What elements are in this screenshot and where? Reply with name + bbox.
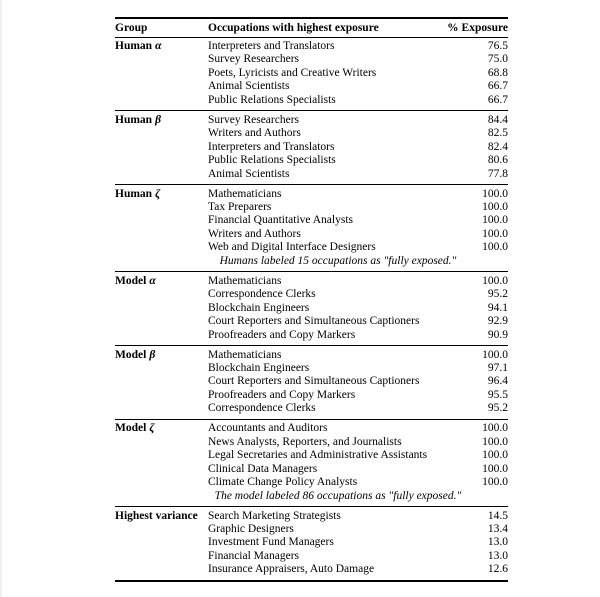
occupation-cell: Interpreters and Translators <box>208 140 335 153</box>
occupation-cell: Public Relations Specialists <box>208 154 336 167</box>
table-row <box>208 94 508 107</box>
table-row <box>208 563 508 576</box>
table-row <box>208 536 508 549</box>
occupation-cell: Legal Secretaries and Administrative Assistants <box>208 449 428 462</box>
occupation-cell: Correspondence Clerks <box>208 402 316 415</box>
exposure-cell: 100.0 <box>482 449 508 462</box>
table-row <box>208 375 508 388</box>
occupation-cell: Mathematicians <box>208 348 282 361</box>
section-model-beta <box>115 345 508 419</box>
group-label <box>115 40 208 107</box>
occupation-cell: Mathematicians <box>208 274 282 287</box>
exposure-cell: 100.0 <box>482 200 508 213</box>
occupation-cell: Blockchain Engineers <box>208 301 310 314</box>
occupation-cell: Mathematicians <box>208 187 282 200</box>
group-label <box>115 422 208 503</box>
table-row <box>208 40 508 53</box>
table-row <box>208 349 508 362</box>
occupation-cell: Survey Researchers <box>208 113 300 126</box>
occupation-cell: Poets, Lyricists and Creative Writers <box>208 66 377 79</box>
exposure-cell: 100.0 <box>482 476 508 489</box>
group-name: Model <box>115 274 147 287</box>
exposure-cell: 77.8 <box>487 167 508 180</box>
group-label <box>115 275 208 342</box>
occupation-cell: Insurance Appraisers, Auto Damage <box>208 563 375 576</box>
exposure-cell: 82.4 <box>487 140 508 153</box>
section-model-alpha <box>115 271 508 345</box>
group-name: Model <box>115 422 147 435</box>
group-label <box>115 349 208 416</box>
occupation-cell: Survey Researchers <box>208 53 300 66</box>
table-row <box>208 188 508 201</box>
exposure-cell: 94.1 <box>487 301 508 314</box>
exposure-cell: 13.0 <box>487 549 508 562</box>
group-symbol: β <box>155 113 161 126</box>
exposure-cell: 95.2 <box>487 402 508 415</box>
exposure-cell: 76.5 <box>487 40 508 52</box>
table-row <box>208 214 508 227</box>
group-symbol: β <box>149 348 156 361</box>
exposure-cell: 100.0 <box>482 422 508 435</box>
table-row <box>208 80 508 93</box>
table-row <box>208 114 508 127</box>
occupation-cell: Financial Managers <box>208 549 300 562</box>
exposure-cell: 95.5 <box>487 388 508 401</box>
exposure-cell: 84.4 <box>487 113 508 126</box>
table-row <box>208 275 508 288</box>
group-symbol: α <box>155 40 162 52</box>
exposure-cell: 100.0 <box>482 214 508 227</box>
occupation-cell: Clinical Data Managers <box>208 462 318 475</box>
table-row <box>208 476 508 489</box>
table-row <box>208 449 508 462</box>
table-row <box>208 523 508 536</box>
table-row <box>208 402 508 415</box>
table-header-row <box>115 19 508 37</box>
exposure-cell: 80.6 <box>487 154 508 167</box>
occupation-cell: Search Marketing Strategists <box>208 509 341 522</box>
group-label <box>115 510 208 577</box>
table-row <box>208 463 508 476</box>
exposure-cell: 100.0 <box>482 435 508 448</box>
table-row <box>208 302 508 315</box>
exposure-table <box>115 17 508 582</box>
exposure-cell: 68.8 <box>487 66 508 79</box>
exposure-cell: 100.0 <box>482 227 508 240</box>
exposure-cell: 100.0 <box>482 241 508 254</box>
table-row <box>208 228 508 241</box>
group-symbol: ζ <box>149 422 155 435</box>
occupation-cell: Writers and Authors <box>208 227 301 240</box>
table-row <box>208 241 508 254</box>
occupation-cell: News Analysts, Reporters, and Journalists <box>208 435 402 448</box>
table-row <box>208 53 508 66</box>
table-row <box>208 154 508 167</box>
exposure-cell: 14.5 <box>487 509 508 522</box>
header-exposure: % Exposure <box>447 21 508 34</box>
table-row <box>208 315 508 328</box>
group-name: Human <box>115 187 153 200</box>
table-row <box>208 288 508 301</box>
occupation-cell: Climate Change Policy Analysts <box>208 476 358 489</box>
screenshot-left-edge <box>0 0 2 597</box>
exposure-cell: 96.4 <box>487 375 508 388</box>
group-label <box>115 188 208 269</box>
exposure-cell: 92.9 <box>487 315 508 328</box>
table-row <box>208 362 508 375</box>
table-row <box>208 168 508 181</box>
occupation-cell: Proofreaders and Copy Markers <box>208 388 356 401</box>
table-row <box>208 550 508 563</box>
exposure-cell: 66.7 <box>487 93 508 106</box>
occupation-cell: Public Relations Specialists <box>208 93 336 106</box>
exposure-cell: 82.5 <box>487 127 508 140</box>
exposure-cell: 13.4 <box>487 522 508 535</box>
exposure-cell: 100.0 <box>482 187 508 200</box>
occupation-cell: Web and Digital Interface Designers <box>208 241 376 254</box>
table-row <box>208 422 508 435</box>
table-row <box>208 67 508 80</box>
table-row <box>208 389 508 402</box>
occupation-cell: Accountants and Auditors <box>208 422 328 435</box>
table-row <box>208 127 508 140</box>
exposure-cell: 100.0 <box>482 462 508 475</box>
group-symbol: ζ <box>155 187 161 200</box>
occupation-cell: Writers and Authors <box>208 127 301 140</box>
group-label <box>115 114 208 181</box>
section-highest-variance <box>115 506 508 580</box>
table-row <box>208 141 508 154</box>
table-row <box>208 510 508 523</box>
exposure-cell: 100.0 <box>482 348 508 361</box>
occupation-cell: Court Reporters and Simultaneous Captioners <box>208 375 420 388</box>
group-name: Human <box>115 113 153 126</box>
occupation-cell: Blockchain Engineers <box>208 361 310 374</box>
occupation-cell: Proofreaders and Copy Markers <box>208 328 356 341</box>
occupation-cell: Investment Fund Managers <box>208 536 334 549</box>
header-occupation: Occupations with highest exposure <box>208 21 379 34</box>
occupation-cell: Animal Scientists <box>208 167 290 180</box>
section-human-alpha <box>115 37 508 111</box>
occupation-cell: Graphic Designers <box>208 522 294 535</box>
occupation-cell: Court Reporters and Simultaneous Captioners <box>208 315 420 328</box>
exposure-cell: 90.9 <box>487 328 508 341</box>
section-note: Humans labeled 15 occupations as "fully exposed." <box>219 254 457 267</box>
exposure-cell: 75.0 <box>487 53 508 66</box>
exposure-cell: 12.6 <box>487 563 508 576</box>
occupation-cell: Financial Quantitative Analysts <box>208 214 354 227</box>
section-human-beta <box>115 110 508 184</box>
occupation-cell: Animal Scientists <box>208 80 290 93</box>
section-model-zeta <box>115 419 508 506</box>
group-name: Model <box>115 348 147 361</box>
exposure-cell: 100.0 <box>482 274 508 287</box>
occupation-cell: Tax Preparers <box>208 200 272 213</box>
header-group: Group <box>115 21 148 34</box>
exposure-cell: 95.2 <box>487 288 508 301</box>
group-symbol: α <box>149 274 156 287</box>
exposure-cell: 97.1 <box>487 361 508 374</box>
table-row <box>208 201 508 214</box>
occupation-cell: Interpreters and Translators <box>208 40 335 52</box>
table-row <box>208 436 508 449</box>
exposure-cell: 66.7 <box>487 80 508 93</box>
group-name: Human <box>115 40 153 52</box>
exposure-cell: 13.0 <box>487 536 508 549</box>
table-row <box>208 329 508 342</box>
occupation-cell: Correspondence Clerks <box>208 288 316 301</box>
group-name: Highest variance <box>115 509 198 522</box>
section-note: The model labeled 86 occupations as "fully exposed." <box>214 489 462 502</box>
section-human-zeta <box>115 184 508 271</box>
